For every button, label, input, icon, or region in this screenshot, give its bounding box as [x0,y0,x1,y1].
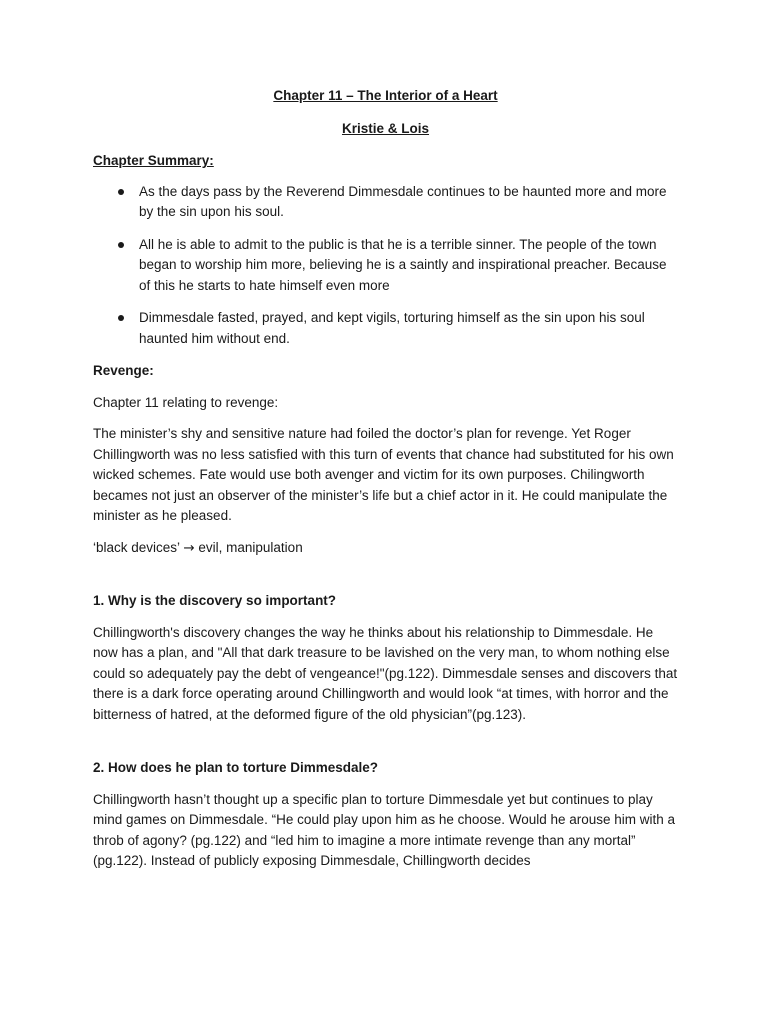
spacer [93,569,678,591]
spacer [93,736,678,758]
question-1-answer: Chillingworth's discovery changes the way he thinks about his relationship to Dimmesdale. He now has a plan, and "All that dark treasure to be lavished on the very man, to whom nothing else could so adequately pay the debt of vengeance!"(pg.122). Dimmesdale senses and discovers that there is a dark force operating around Chillingworth and would look “at times, with horror and the bitterness of hatred, at the deformed figure of the old physician”(pg.123). [93,624,678,722]
question-1-heading: 1. Why is the discovery so important? [93,593,337,608]
document-title: Chapter 11 – The Interior of a Heart [273,88,498,103]
revenge-heading: Revenge: [93,363,154,378]
summary-list [93,182,678,350]
document-body [93,86,678,883]
question-2-answer: Chillingworth hasn’t thought up a specific plan to torture Dimmesdale yet but continues to play mind games on Dimmesdale. “He could play upon him as he choose. Would he arouse him with a throb of agony? (pg.122) and “led him to imagine a more intimate revenge than any mortal” (pg.122). Instead of publicly exposing Dimmesdale, Chillingworth decides [93,791,676,868]
summary-bullet-text: Dimmesdale fasted, prayed, and kept vigils, torturing himself as the sin upon his soul haunted him without end. [139,310,645,346]
bullet-icon [118,315,124,321]
revenge-subheading: Chapter 11 relating to revenge: [93,394,279,410]
bullet-icon [118,189,124,195]
revenge-quote-line [93,538,678,559]
question-2-heading: 2. How does he plan to torture Dimmesdale? [93,760,379,775]
summary-bullet-text: All he is able to admit to the public is that he is a terrible sinner. The people of the town began to worship him more, believing he is a saintly and inspirational preacher. Because of this he starts to hate himself even more [139,236,667,293]
summary-bullet [93,235,678,297]
revenge-quote: ‘black devices’ [93,539,180,555]
summary-heading: Chapter Summary: [93,153,214,168]
summary-bullet [93,182,678,223]
document-authors: Kristie & Lois [341,120,430,136]
bullet-icon [118,242,124,248]
revenge-meaning: evil, manipulation [198,539,303,555]
summary-bullet-text: As the days pass by the Reverend Dimmesdale continues to be haunted more and more by the sin upon his soul. [139,183,667,219]
summary-bullet [93,308,678,349]
right-arrow-icon: → [183,539,195,556]
revenge-paragraph: The minister’s shy and sensitive nature had foiled the doctor’s plan for revenge. Yet Roger Chillingworth was no less satisfied with this turn of events that chance had substituted for his own wicked schemes. Fate would use both avenger and victim for its own purposes. Chilingworth becames not just an observer of the minister’s life but a chief actor in it. He could manipulate the minister as he pleased. [93,426,674,523]
